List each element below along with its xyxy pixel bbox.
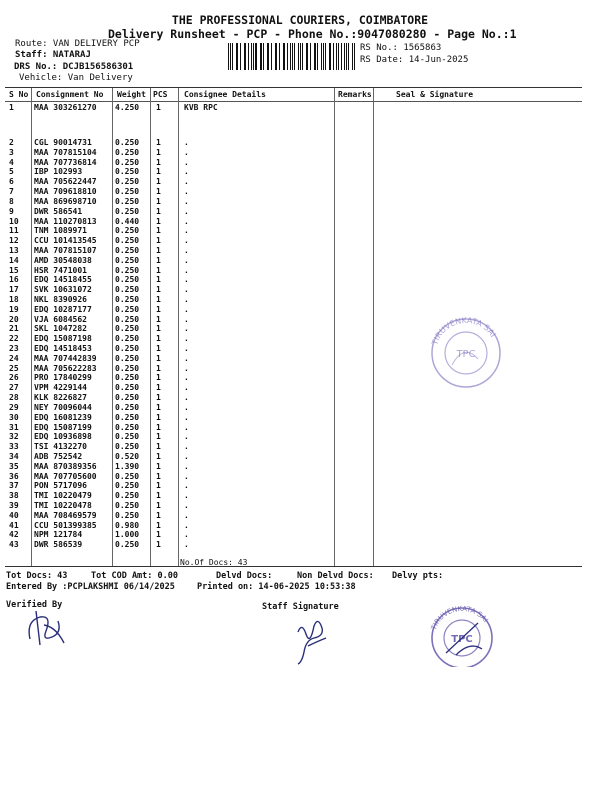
row-pcs: 1	[156, 393, 161, 403]
table-row	[0, 159, 600, 169]
row-weight: 0.440	[115, 216, 140, 226]
table-bottom-rule	[5, 566, 582, 567]
barcode-bar	[333, 43, 334, 70]
row-pcs: 1	[156, 501, 161, 510]
row-sno: 4	[9, 157, 14, 167]
row-bullet: .	[184, 412, 189, 422]
col-header-pcs: PCS	[153, 90, 168, 99]
row-consignment: MAA 705622283	[34, 363, 97, 373]
row-bullet: .	[184, 196, 189, 206]
row-sno: 2	[9, 138, 14, 147]
row-pcs: 1	[156, 157, 161, 167]
row-pcs: 1	[156, 216, 161, 226]
row-pcs: 1	[156, 363, 161, 373]
row-bullet: .	[184, 383, 189, 393]
row-weight: 0.250	[115, 373, 140, 383]
barcode-bar	[294, 43, 295, 70]
row-pcs: 1	[156, 334, 161, 344]
row-bullet: .	[184, 255, 189, 265]
row-sno: 8	[9, 196, 14, 206]
row-consignment: MAA 709618810	[34, 187, 97, 197]
table-row	[0, 198, 600, 208]
row-consignment: CCU 101413545	[34, 236, 97, 246]
row-consignment: NEY 70096044	[34, 402, 92, 412]
row-sno: 38	[9, 491, 19, 501]
row-sno: 32	[9, 432, 19, 442]
row-sno: 13	[9, 245, 19, 255]
row-bullet: .	[184, 295, 189, 304]
row-consignee: KVB RPC	[184, 103, 218, 112]
row-weight: 0.250	[115, 442, 140, 452]
row-pcs: 1	[156, 530, 161, 540]
row-weight: 0.520	[115, 451, 140, 461]
tot-cod-amt: Tot COD Amt: 0.00	[91, 571, 178, 581]
row-weight: 0.250	[115, 501, 140, 510]
row-weight: 0.250	[115, 471, 140, 481]
row-consignment: EDQ 15087199	[34, 422, 92, 432]
col-header-seal: Seal & Signature	[396, 90, 474, 99]
table-row	[0, 257, 600, 267]
row-weight: 0.250	[115, 167, 140, 177]
row-consignment: MAA 303261270	[34, 103, 97, 112]
row-consignment: TNM 1089971	[34, 226, 87, 236]
rs-number: RS No.: 1565863	[360, 43, 442, 53]
row-weight: 0.250	[115, 344, 140, 353]
barcode-bar	[300, 43, 301, 70]
row-weight: 0.250	[115, 295, 140, 304]
row-consignment: HSR 7471001	[34, 265, 87, 275]
tot-docs: Tot Docs: 43	[6, 571, 68, 581]
row-consignment: MAA 869698710	[34, 196, 97, 206]
row-weight: 0.250	[115, 226, 140, 236]
row-bullet: .	[184, 432, 189, 442]
row-bullet: .	[184, 530, 189, 540]
row-weight: 0.250	[115, 147, 140, 157]
barcode-bar	[255, 43, 256, 70]
col-header-sno: S No	[9, 90, 29, 99]
barcode-bar	[236, 43, 237, 70]
barcode	[228, 43, 356, 70]
row-bullet: .	[184, 520, 189, 530]
row-sno: 17	[9, 285, 19, 295]
row-sno: 30	[9, 412, 19, 422]
row-consignment: MAA 707815107	[34, 245, 97, 255]
staff-signature	[284, 612, 334, 666]
row-bullet: .	[184, 304, 189, 314]
row-sno: 12	[9, 236, 19, 246]
row-pcs: 1	[156, 451, 161, 461]
printed-on: Printed on: 14-06-2025 10:53:38	[197, 582, 356, 592]
row-bullet: .	[184, 402, 189, 412]
row-pcs: 1	[156, 353, 161, 363]
row-bullet: .	[184, 510, 189, 520]
barcode-bar	[251, 43, 252, 70]
row-weight: 0.250	[115, 363, 140, 373]
row-sno: 31	[9, 422, 19, 432]
table-header-rule	[5, 101, 582, 102]
table-row	[0, 218, 600, 228]
barcode-bar	[279, 43, 280, 70]
row-sno: 3	[9, 147, 14, 157]
col-header-consignee: Consignee Details	[184, 90, 266, 99]
row-bullet: .	[184, 167, 189, 177]
row-weight: 0.250	[115, 510, 140, 520]
table-row	[0, 316, 600, 326]
row-pcs: 1	[156, 520, 161, 530]
row-bullet: .	[184, 393, 189, 403]
svg-text:TIRUVENKATA SAI	[430, 316, 498, 347]
row-bullet: .	[184, 471, 189, 481]
row-weight: 0.250	[115, 491, 140, 501]
row-pcs: 1	[156, 314, 161, 324]
rs-date: RS Date: 14-Jun-2025	[360, 55, 469, 65]
row-bullet: .	[184, 461, 189, 471]
row-consignment: EDQ 15087198	[34, 334, 92, 344]
table-row	[0, 531, 600, 541]
row-consignment: SVK 10631072	[34, 285, 92, 295]
drs-number: DRS No.: DCJB156586301	[14, 62, 134, 72]
row-consignment: EDQ 14518455	[34, 275, 92, 285]
row-bullet: .	[184, 245, 189, 255]
row-bullet: .	[184, 373, 189, 383]
row-sno: 43	[9, 540, 19, 550]
row-weight: 0.250	[115, 412, 140, 422]
barcode-bar	[310, 43, 311, 70]
row-pcs: 1	[156, 344, 161, 353]
row-weight: 0.250	[115, 206, 140, 216]
row-consignment: KLK 8226827	[34, 393, 87, 403]
row-consignment: VPM 4229144	[34, 383, 87, 393]
no-of-docs: No.Of Docs: 43	[180, 558, 248, 567]
runsheet-subtitle: Delivery Runsheet - PCP - Phone No.:9047080280 - Page No.:1	[108, 27, 517, 41]
row-weight: 0.250	[115, 324, 140, 334]
row-pcs: 1	[156, 295, 161, 304]
row-weight: 0.250	[115, 285, 140, 295]
row-sno: 19	[9, 304, 19, 314]
row-consignment: TMI 10220479	[34, 491, 92, 501]
table-row	[0, 541, 600, 551]
row-pcs: 1	[156, 540, 161, 550]
row-sno: 11	[9, 226, 19, 236]
row-pcs: 1	[156, 373, 161, 383]
barcode-bar	[287, 43, 288, 70]
row-bullet: .	[184, 265, 189, 275]
row-weight: 0.250	[115, 481, 140, 491]
row-pcs: 1	[156, 383, 161, 393]
table-row	[0, 433, 600, 443]
row-bullet: .	[184, 334, 189, 344]
row-consignment: MAA 707705600	[34, 471, 97, 481]
row-weight: 0.250	[115, 245, 140, 255]
row-sno: 29	[9, 402, 19, 412]
row-weight: 0.250	[115, 422, 140, 432]
row-bullet: .	[184, 344, 189, 353]
row-sno: 23	[9, 344, 19, 353]
row-pcs: 1	[156, 442, 161, 452]
row-sno: 27	[9, 383, 19, 393]
row-sno: 39	[9, 501, 19, 510]
barcode-bar	[268, 43, 269, 70]
col-header-consignment: Consignment No	[36, 90, 104, 99]
row-weight: 0.250	[115, 353, 140, 363]
row-pcs: 1	[156, 147, 161, 157]
row-sno: 7	[9, 187, 14, 197]
row-sno: 36	[9, 471, 19, 481]
row-weight: 0.980	[115, 520, 140, 530]
table-row	[0, 286, 600, 296]
row-bullet: .	[184, 363, 189, 373]
row-bullet: .	[184, 147, 189, 157]
row-weight: 0.250	[115, 314, 140, 324]
table-top-rule	[5, 87, 582, 88]
row-weight: 0.250	[115, 265, 140, 275]
row-pcs: 1	[156, 304, 161, 314]
seal-stamp-lower	[426, 605, 498, 667]
row-bullet: .	[184, 157, 189, 167]
row-pcs: 1	[156, 255, 161, 265]
row-consignment: VJA 6084562	[34, 314, 87, 324]
row-consignment: CGL 90014731	[34, 138, 92, 147]
row-pcs: 1	[156, 481, 161, 491]
row-consignment: NKL 8390926	[34, 295, 87, 304]
row-consignment: MAA 707442839	[34, 353, 97, 363]
row-bullet: .	[184, 285, 189, 295]
verifier-signature	[22, 607, 72, 649]
table-row	[0, 443, 600, 453]
row-bullet: .	[184, 226, 189, 236]
row-sno: 34	[9, 451, 19, 461]
row-consignment: SKL 1047282	[34, 324, 87, 334]
row-pcs: 1	[156, 226, 161, 236]
table-row	[0, 522, 600, 532]
row-bullet: .	[184, 236, 189, 246]
row-pcs: 1	[156, 510, 161, 520]
row-sno: 40	[9, 510, 19, 520]
row-weight: 0.250	[115, 157, 140, 167]
barcode-bar	[237, 43, 238, 70]
row-sno: 37	[9, 481, 19, 491]
row-bullet: .	[184, 324, 189, 334]
row-sno: 14	[9, 255, 19, 265]
company-title: THE PROFESSIONAL COURIERS, COIMBATORE	[171, 13, 429, 27]
table-row	[0, 104, 600, 114]
row-weight: 0.250	[115, 275, 140, 285]
row-consignment: CCU 501399385	[34, 520, 97, 530]
row-consignment: ADB 752542	[34, 451, 83, 461]
row-consignment: MAA 110270813	[34, 216, 97, 226]
table-row	[0, 374, 600, 384]
row-sno: 1	[9, 103, 14, 112]
row-weight: 0.250	[115, 177, 140, 187]
barcode-bar	[248, 43, 249, 70]
row-weight: 0.250	[115, 393, 140, 403]
row-consignment: PON 5717096	[34, 481, 87, 491]
stamp-center-text: TPC	[456, 349, 476, 360]
row-bullet: .	[184, 187, 189, 197]
barcode-bar	[321, 43, 322, 70]
row-sno: 5	[9, 167, 14, 177]
row-pcs: 1	[156, 167, 161, 177]
row-weight: 0.250	[115, 304, 140, 314]
row-sno: 26	[9, 373, 19, 383]
col-header-weight: Weight	[117, 90, 146, 99]
barcode-bar	[307, 43, 308, 70]
row-pcs: 1	[156, 412, 161, 422]
row-consignment: TMI 10220478	[34, 501, 92, 510]
table-row	[0, 473, 600, 483]
row-pcs: 1	[156, 285, 161, 295]
row-sno: 6	[9, 177, 14, 187]
stamp-center-text: TPC	[451, 634, 473, 645]
barcode-bar	[348, 43, 349, 70]
row-weight: 4.250	[115, 103, 140, 112]
row-sno: 18	[9, 295, 19, 304]
row-weight: 1.000	[115, 530, 140, 540]
row-consignment: EDQ 10287177	[34, 304, 92, 314]
row-consignment: EDQ 10936898	[34, 432, 92, 442]
row-consignment: AMD 30548038	[34, 255, 92, 265]
row-sno: 41	[9, 520, 19, 530]
row-weight: 0.250	[115, 402, 140, 412]
row-pcs: 1	[156, 471, 161, 481]
row-consignment: EDQ 14518453	[34, 344, 92, 353]
row-pcs: 1	[156, 491, 161, 501]
row-consignment: IBP 102993	[34, 167, 83, 177]
delvd-docs: Delvd Docs:	[216, 571, 273, 581]
staff-label: Staff: NATARAJ	[15, 50, 91, 60]
row-consignment: MAA 707736814	[34, 157, 97, 167]
delvy-pts: Delvy pts:	[392, 571, 444, 581]
verified-by-label: Verified By	[6, 600, 63, 610]
route-label: Route: VAN DELIVERY PCP	[15, 39, 140, 49]
row-pcs: 1	[156, 402, 161, 412]
row-pcs: 1	[156, 432, 161, 442]
row-sno: 21	[9, 324, 19, 334]
row-weight: 1.390	[115, 461, 140, 471]
row-pcs: 1	[156, 206, 161, 216]
table-row	[0, 306, 600, 316]
row-sno: 20	[9, 314, 19, 324]
row-pcs: 1	[156, 196, 161, 206]
table-row	[0, 384, 600, 394]
row-bullet: .	[184, 451, 189, 461]
entered-by: Entered By :PCPLAKSHMI 06/14/2025	[6, 582, 175, 592]
row-bullet: .	[184, 216, 189, 226]
row-bullet: .	[184, 491, 189, 501]
row-weight: 0.250	[115, 138, 140, 147]
row-pcs: 1	[156, 245, 161, 255]
row-sno: 22	[9, 334, 19, 344]
row-sno: 33	[9, 442, 19, 452]
row-sno: 16	[9, 275, 19, 285]
row-consignment: EDQ 16081239	[34, 412, 92, 422]
row-pcs: 1	[156, 265, 161, 275]
row-sno: 42	[9, 530, 19, 540]
row-sno: 9	[9, 206, 14, 216]
row-consignment: MAA 870389356	[34, 461, 97, 471]
row-consignment: MAA 708469579	[34, 510, 97, 520]
row-bullet: .	[184, 177, 189, 187]
row-sno: 24	[9, 353, 19, 363]
barcode-bar	[276, 43, 277, 70]
row-pcs: 1	[156, 138, 161, 147]
row-weight: 0.250	[115, 432, 140, 442]
row-consignment: PRO 17840299	[34, 373, 92, 383]
col-header-remarks: Remarks	[338, 90, 372, 99]
row-pcs: 1	[156, 103, 161, 112]
non-delvd-docs: Non Delvd Docs:	[297, 571, 374, 581]
row-bullet: .	[184, 314, 189, 324]
row-consignment: MAA 705622447	[34, 177, 97, 187]
stamp-ring-text: TIRUVENKATA SAI	[430, 315, 498, 347]
row-pcs: 1	[156, 422, 161, 432]
row-pcs: 1	[156, 177, 161, 187]
row-pcs: 1	[156, 324, 161, 334]
barcode-bar	[325, 43, 326, 70]
row-bullet: .	[184, 422, 189, 432]
row-bullet: .	[184, 275, 189, 285]
row-weight: 0.250	[115, 255, 140, 265]
barcode-bar	[263, 43, 264, 70]
barcode-bar	[228, 43, 229, 70]
row-sno: 10	[9, 216, 19, 226]
row-bullet: .	[184, 481, 189, 491]
barcode-bar	[338, 43, 339, 70]
staff-signature-label: Staff Signature	[262, 602, 339, 612]
barcode-bar	[346, 43, 347, 70]
row-weight: 0.250	[115, 196, 140, 206]
row-pcs: 1	[156, 236, 161, 246]
row-bullet: .	[184, 138, 189, 147]
seal-stamp-upper	[424, 313, 508, 393]
row-weight: 0.250	[115, 334, 140, 344]
vehicle-label: Vehicle: Van Delivery	[19, 73, 133, 83]
row-bullet: .	[184, 442, 189, 452]
row-weight: 0.250	[115, 187, 140, 197]
row-pcs: 1	[156, 187, 161, 197]
row-consignment: TSI 4132270	[34, 442, 87, 452]
row-weight: 0.250	[115, 236, 140, 246]
row-consignment: MAA 707815104	[34, 147, 97, 157]
row-consignment: NPM 121784	[34, 530, 83, 540]
row-pcs: 1	[156, 461, 161, 471]
row-sno: 25	[9, 363, 19, 373]
row-sno: 15	[9, 265, 19, 275]
row-sno: 35	[9, 461, 19, 471]
row-bullet: .	[184, 206, 189, 216]
row-weight: 0.250	[115, 540, 140, 550]
row-bullet: .	[184, 501, 189, 510]
row-consignment: DWR 586539	[34, 540, 83, 550]
row-sno: 28	[9, 393, 19, 403]
row-consignment: DWR 586541	[34, 206, 83, 216]
row-pcs: 1	[156, 275, 161, 285]
row-weight: 0.250	[115, 383, 140, 393]
stamp-ring-text: TIRUVENKATA SAI	[429, 605, 490, 632]
row-bullet: .	[184, 353, 189, 363]
row-bullet: .	[184, 540, 189, 550]
